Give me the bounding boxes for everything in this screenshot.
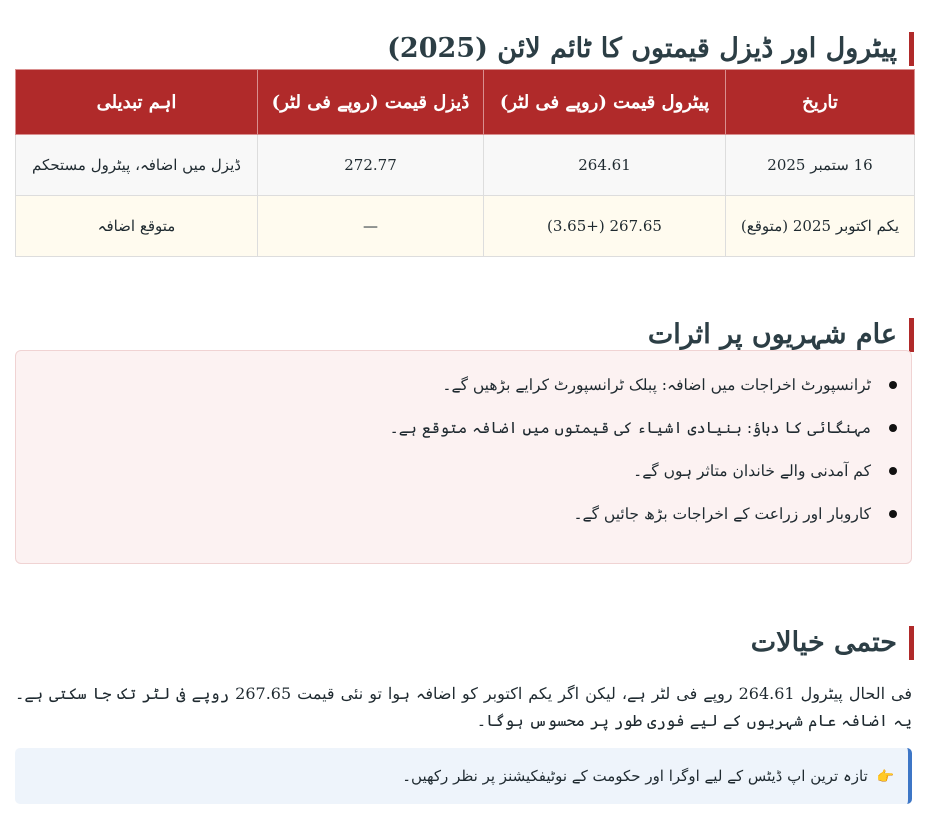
list-item — [16, 459, 897, 483]
cell-petrol-price: 264.61 — [484, 135, 726, 196]
conclusion-paragraph: فی الحال پیٹرول 264.61 روپے فی لٹر ہے، لیکن اگر یکم اکتوبر کو اضافہ ہوا تو نئی قیمت 267.65 روپے فی لٹر تک جا سکتی ہے۔ یہ اضافہ عام شہریوں کے لیے فوری طور پر محسوس ہوگا۔ — [15, 684, 912, 730]
list-item-text: کم آمدنی والے خاندان متاثر ہوں گے۔ — [633, 462, 871, 480]
header-petrol-price: پیٹرول قیمت (روپے فی لٹر) — [484, 70, 726, 135]
update-note — [15, 748, 912, 804]
cell-key-change: ڈیزل میں اضافہ، پیٹرول مستحکم — [16, 135, 258, 196]
list-item — [16, 373, 897, 397]
cell-key-change: متوقع اضافہ — [16, 196, 258, 257]
effects-heading: عام شہریوں پر اثرات — [648, 318, 914, 352]
table-header-row — [16, 70, 915, 135]
bullet-icon — [889, 381, 897, 389]
effects-box — [15, 350, 912, 564]
cell-date: یکم اکتوبر 2025 (متوقع) — [726, 196, 915, 257]
page-title: پیٹرول اور ڈیزل قیمتوں کا ٹائم لائن (2025) — [387, 32, 914, 66]
header-date: تاریخ — [726, 70, 915, 135]
conclusion-heading: حتمی خیالات — [751, 626, 914, 660]
pointing-hand-icon: 👉 — [876, 769, 894, 785]
cell-diesel-price: 272.77 — [258, 135, 484, 196]
list-item-text: کاروبار اور زراعت کے اخراجات بڑھ جائیں گے۔ — [573, 505, 871, 523]
cell-petrol-price: 267.65 (+3.65) — [484, 196, 726, 257]
effects-list — [16, 351, 911, 526]
list-item — [16, 502, 897, 526]
list-item-text: مہنگائی کا دباؤ: بنیادی اشیاء کی قیمتوں میں اضافہ متوقع ہے۔ — [389, 419, 871, 437]
header-key-change: اہم تبدیلی — [16, 70, 258, 135]
bullet-icon — [889, 424, 897, 432]
cell-date: 16 ستمبر 2025 — [726, 135, 915, 196]
table-row — [16, 135, 915, 196]
header-diesel-price: ڈیزل قیمت (روپے فی لٹر) — [258, 70, 484, 135]
cell-diesel-price: — — [258, 196, 484, 257]
note-text: تازہ ترین اپ ڈیٹس کے لیے اوگرا اور حکومت کے نوٹیفکیشنز پر نظر رکھیں۔ — [402, 767, 868, 785]
list-item — [16, 416, 897, 440]
price-timeline-table — [15, 69, 915, 257]
table-row — [16, 196, 915, 257]
bullet-icon — [889, 510, 897, 518]
bullet-icon — [889, 467, 897, 475]
list-item-text: ٹرانسپورٹ اخراجات میں اضافہ: پبلک ٹرانسپورٹ کرایے بڑھیں گے۔ — [442, 376, 871, 394]
